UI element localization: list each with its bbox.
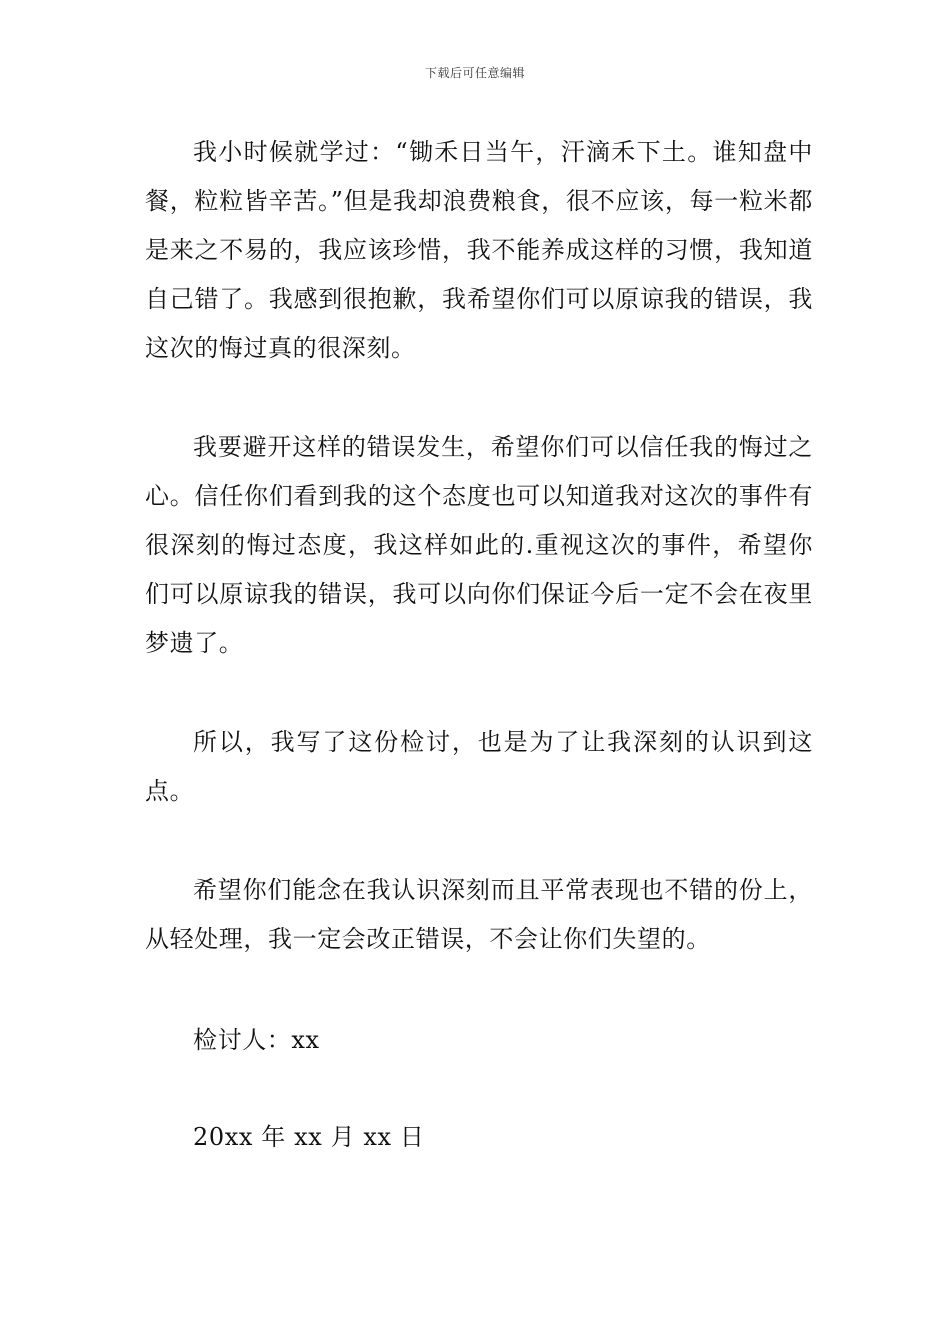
paragraph-4: 希望你们能念在我认识深刻而且平常表现也不错的份上，从轻处理，我一定会改正错误，不会让你们失望的。 (145, 876, 813, 953)
paragraph-1: 我小时候就学过：“锄禾日当午，汗滴禾下土。谁知盘中餐，粒粒皆辛苦。”但是我却浪费粮食，很不应该，每一粒米都是来之不易的，我应该珍惜，我不能养成这样的习惯，我知道自己错了。我感到很抱歉，我希望你们可以原谅我的错误，我这次的悔过真的很深刻。 (145, 138, 813, 362)
page-header-note: 下载后可任意编辑 (424, 66, 525, 80)
paragraph-2: 我要避开这样的错误发生，希望你们可以信任我的悔过之心。信任你们看到我的这个态度也可以知道我对这次的事件有很深刻的悔过态度，我这样如此的.重视这次的事件，希望你们可以原谅我的错误，我可以向你们保证今后一定不会在夜里梦遗了。 (145, 433, 813, 657)
paragraph-3: 所以，我写了这份检讨，也是为了让我深刻的认识到这点。 (145, 728, 813, 805)
date-line: 20xx 年 xx 月 xx 日 (193, 1123, 425, 1151)
signature-line: 检讨人：xx (193, 1026, 320, 1054)
document-body (145, 128, 813, 1162)
